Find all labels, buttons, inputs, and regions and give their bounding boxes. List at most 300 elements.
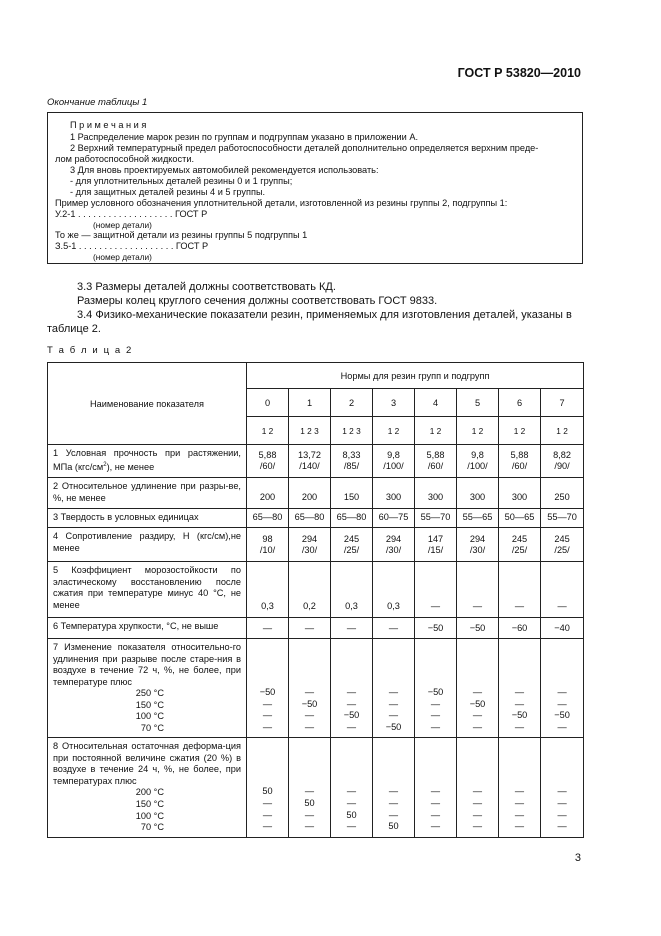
cell-value: 245 xyxy=(511,533,528,544)
value-stack xyxy=(289,534,330,557)
value-cell xyxy=(457,562,499,618)
value-stack xyxy=(373,687,414,733)
value-cell xyxy=(373,528,415,562)
table-row xyxy=(48,562,584,618)
note-3b: - для защитных деталей резины 4 и 5 группы. xyxy=(70,187,266,197)
value-stack xyxy=(373,786,414,832)
value-cell xyxy=(289,509,331,528)
cell-value: 50 xyxy=(262,786,273,797)
group-header: 4 xyxy=(415,389,457,417)
value-cell xyxy=(415,639,457,738)
cell-value: — xyxy=(304,721,315,732)
cell-value: — xyxy=(472,601,483,612)
cell-value: — xyxy=(557,797,567,808)
value-stack xyxy=(457,512,498,524)
cell-value: 245 xyxy=(554,533,570,544)
value-stack xyxy=(499,623,540,635)
value-cell xyxy=(415,478,457,509)
cell-value: — xyxy=(346,687,357,697)
cell-value: /100/ xyxy=(383,461,404,472)
cell-value: — xyxy=(388,786,399,797)
temperature-label: 100 °С xyxy=(135,810,164,821)
value-cell xyxy=(541,738,584,837)
row-name-text xyxy=(53,481,241,504)
row-name-main: 6 Температура хрупкости, °С, не выше xyxy=(53,621,219,631)
value-cell xyxy=(247,618,289,639)
table-row xyxy=(48,445,584,478)
value-stack xyxy=(415,450,456,473)
cell-value: /60/ xyxy=(427,461,444,472)
value-cell xyxy=(331,478,373,509)
value-stack xyxy=(247,623,288,635)
subgroup-header: 1 2 xyxy=(415,417,457,445)
cell-value: — xyxy=(472,809,483,820)
value-cell xyxy=(541,639,584,738)
cell-value: 150 xyxy=(343,492,360,503)
cell-value: −50 xyxy=(427,623,444,634)
cell-value: — xyxy=(262,710,273,721)
value-cell xyxy=(541,528,584,562)
subgroup-header: 1 2 xyxy=(373,417,415,445)
temperature-list xyxy=(53,688,241,734)
cell-value: /60/ xyxy=(259,461,276,472)
value-cell xyxy=(247,509,289,528)
value-cell xyxy=(289,528,331,562)
value-cell xyxy=(289,478,331,509)
value-cell xyxy=(331,562,373,618)
cell-value: 65—80 xyxy=(336,512,367,523)
cell-value: — xyxy=(262,809,273,820)
doc-id: ГОСТ Р 53820—2010 xyxy=(457,66,581,80)
value-cell xyxy=(457,639,499,738)
value-stack xyxy=(331,601,372,613)
value-cell xyxy=(289,639,331,738)
value-stack xyxy=(331,687,372,733)
cell-value: — xyxy=(472,797,483,808)
row-name-text xyxy=(53,642,241,688)
cell-value: 5,88 xyxy=(426,449,445,460)
value-stack xyxy=(373,623,414,635)
cell-value: — xyxy=(430,601,441,612)
col-name-header: Наименование показателя xyxy=(48,363,247,445)
cell-value: 9,8 xyxy=(387,449,400,460)
cell-value: 13,72 xyxy=(298,449,321,460)
value-cell xyxy=(331,639,373,738)
value-stack xyxy=(289,623,330,635)
cell-value: — xyxy=(304,821,315,832)
cell-value: — xyxy=(430,710,441,721)
value-stack xyxy=(331,492,372,504)
cell-value: — xyxy=(514,601,525,612)
value-stack xyxy=(457,623,498,635)
note-3: 3 Для вновь проектируемых автомобилей рекомендуется использовать: xyxy=(70,165,379,175)
table-row xyxy=(48,509,584,528)
value-stack xyxy=(247,601,288,613)
value-cell xyxy=(457,478,499,509)
cell-value: 0,3 xyxy=(387,601,400,612)
value-cell xyxy=(541,478,584,509)
table-row xyxy=(48,639,584,738)
row-name xyxy=(48,528,247,562)
cell-value: — xyxy=(262,821,273,832)
para-3-3b: Размеры колец круглого сечения должны соответствовать ГОСТ 9833. xyxy=(77,295,438,307)
note-1: 1 Распределение марок резин по группам и подгруппам указано в приложении А. xyxy=(70,132,419,142)
cell-value: — xyxy=(557,786,567,797)
cell-value: 65—80 xyxy=(252,512,283,523)
cell-value: −50 xyxy=(554,710,570,721)
value-cell xyxy=(415,562,457,618)
subgroup-header: 1 2 3 xyxy=(331,417,373,445)
value-stack xyxy=(499,786,540,832)
value-stack xyxy=(415,623,456,635)
cell-value: 8,82 xyxy=(553,449,571,460)
row-name xyxy=(48,562,247,618)
value-cell xyxy=(499,445,541,478)
cell-value: — xyxy=(557,809,567,820)
value-stack xyxy=(289,512,330,524)
temperature-list xyxy=(53,787,241,833)
cell-value: 50 xyxy=(388,821,399,832)
cell-value: — xyxy=(346,623,357,634)
cell-value: — xyxy=(388,710,399,721)
page-number: 3 xyxy=(574,852,581,864)
cell-value: 200 xyxy=(301,492,318,503)
value-cell xyxy=(499,509,541,528)
cell-value: 98 xyxy=(262,533,273,544)
value-stack xyxy=(289,601,330,613)
value-stack xyxy=(457,687,498,733)
cell-value: 250 xyxy=(554,492,570,503)
value-stack xyxy=(541,450,583,473)
value-stack xyxy=(289,786,330,832)
notes-title: П р и м е ч а н и я xyxy=(70,120,147,130)
subgroup-header: 1 2 xyxy=(499,417,541,445)
value-stack xyxy=(541,623,583,635)
cell-value: — xyxy=(388,809,399,820)
cell-value: — xyxy=(557,698,567,709)
value-cell xyxy=(457,738,499,837)
value-stack xyxy=(289,450,330,473)
cell-value: 60—75 xyxy=(378,512,409,523)
cell-value: — xyxy=(557,601,567,612)
cell-value: 300 xyxy=(469,492,486,503)
cell-value: 245 xyxy=(343,533,360,544)
cell-value: 0,3 xyxy=(261,601,274,612)
value-stack xyxy=(331,512,372,524)
row-name-main: 3 Твердость в условных единицах xyxy=(53,512,199,522)
row-name xyxy=(48,639,247,738)
value-stack xyxy=(373,601,414,613)
cell-value: −50 xyxy=(259,687,276,697)
value-stack xyxy=(457,492,498,504)
cell-value: — xyxy=(557,687,567,697)
value-cell xyxy=(415,618,457,639)
row-name-main: 7 Изменение показателя относительно-го удлинения при разрыве после старе-ния в воздухе в течение 72 ч, %, не более, при температуре плюс xyxy=(53,642,241,687)
value-cell xyxy=(331,509,373,528)
value-cell xyxy=(499,478,541,509)
value-cell xyxy=(457,509,499,528)
cell-value: — xyxy=(388,698,399,709)
value-cell xyxy=(499,639,541,738)
value-cell xyxy=(499,618,541,639)
value-cell xyxy=(499,562,541,618)
value-cell xyxy=(499,528,541,562)
cell-value: — xyxy=(514,687,525,697)
value-stack xyxy=(499,492,540,504)
cell-value: 0,2 xyxy=(303,601,316,612)
cell-value: /25/ xyxy=(554,545,570,556)
cell-value: — xyxy=(346,698,357,709)
cell-value: 50 xyxy=(304,797,315,808)
cell-value: 65—80 xyxy=(294,512,325,523)
notes-box xyxy=(47,112,583,264)
para-3-4b: таблице 2. xyxy=(47,323,101,335)
value-cell xyxy=(247,639,289,738)
value-cell xyxy=(331,738,373,837)
table-row xyxy=(48,618,584,639)
temperature-label: 150 °С xyxy=(135,798,164,809)
value-stack xyxy=(289,492,330,504)
value-stack xyxy=(247,687,288,733)
value-stack xyxy=(457,786,498,832)
cell-value: −50 xyxy=(385,721,402,732)
value-cell xyxy=(331,528,373,562)
value-cell xyxy=(331,445,373,478)
note-2a: 2 Верхний температурный предел работоспособности деталей дополнительно определяется верхним преде- xyxy=(70,143,539,153)
row-name xyxy=(48,478,247,509)
cell-value: — xyxy=(346,786,357,797)
value-stack xyxy=(541,512,583,524)
value-cell xyxy=(331,618,373,639)
cell-value: — xyxy=(472,786,483,797)
table-row xyxy=(48,528,584,562)
value-cell xyxy=(373,445,415,478)
cell-value: — xyxy=(304,809,315,820)
norms-header: Нормы для резин групп и подгрупп xyxy=(247,363,584,389)
temperature-label: 70 °С xyxy=(140,822,164,833)
value-stack xyxy=(373,450,414,473)
cell-value: −50 xyxy=(427,687,444,697)
value-cell xyxy=(373,509,415,528)
value-cell xyxy=(415,509,457,528)
cell-value: — xyxy=(388,623,399,634)
cell-value: 294 xyxy=(469,533,486,544)
group-header: 7 xyxy=(541,389,584,417)
value-stack xyxy=(541,687,583,733)
note-3a: - для уплотнительных деталей резины 0 и 1 группы; xyxy=(70,176,293,186)
table-row xyxy=(48,738,584,837)
table-continuation-label: Окончание таблицы 1 xyxy=(47,97,148,108)
subgroup-header: 1 2 xyxy=(541,417,584,445)
value-cell xyxy=(373,639,415,738)
cell-value: −50 xyxy=(469,698,486,709)
example-2-code: З.5-1 . . . . . . . . . . . . . . . . . . . ГОСТ Р xyxy=(55,241,209,251)
cell-value: /10/ xyxy=(259,545,276,556)
group-header: 0 xyxy=(247,389,289,417)
cell-value: 0,3 xyxy=(345,601,358,612)
row-name-text xyxy=(53,531,241,554)
value-cell xyxy=(457,445,499,478)
cell-value: 55—65 xyxy=(462,512,493,523)
value-stack xyxy=(499,450,540,473)
subgroup-header: 1 2 xyxy=(457,417,499,445)
value-stack xyxy=(247,512,288,524)
row-name xyxy=(48,445,247,478)
cell-value: — xyxy=(430,786,441,797)
value-stack xyxy=(331,786,372,832)
cell-value: −50 xyxy=(301,698,318,709)
cell-value: — xyxy=(430,698,441,709)
value-cell xyxy=(289,562,331,618)
para-3-4a: 3.4 Физико-механические показатели резин, применяемых для изготовления деталей, указаны в xyxy=(77,309,572,321)
cell-value: /30/ xyxy=(469,545,486,556)
temperature-label: 150 °С xyxy=(135,699,164,710)
value-cell xyxy=(373,562,415,618)
note-2b: лом работоспособной жидкости. xyxy=(55,154,195,164)
value-cell xyxy=(415,528,457,562)
cell-value: /85/ xyxy=(343,461,360,472)
cell-value: −40 xyxy=(554,623,570,634)
cell-value: 8,33 xyxy=(342,449,361,460)
value-cell xyxy=(247,738,289,837)
value-cell xyxy=(415,738,457,837)
value-cell xyxy=(541,445,584,478)
cell-value: — xyxy=(430,721,441,732)
value-cell xyxy=(373,478,415,509)
value-stack xyxy=(415,786,456,832)
cell-value: 147 xyxy=(427,533,444,544)
group-header: 2 xyxy=(331,389,373,417)
value-cell xyxy=(247,445,289,478)
value-stack xyxy=(541,786,583,832)
value-cell xyxy=(289,618,331,639)
example-1-code: У.2-1 . . . . . . . . . . . . . . . . . . . ГОСТ Р xyxy=(55,209,208,219)
cell-value: — xyxy=(472,687,483,697)
value-cell xyxy=(541,618,584,639)
value-stack xyxy=(373,534,414,557)
cell-value: 294 xyxy=(301,533,318,544)
row-name-text xyxy=(53,565,241,611)
value-cell xyxy=(247,562,289,618)
value-stack xyxy=(415,534,456,557)
value-cell xyxy=(541,509,584,528)
value-cell xyxy=(247,528,289,562)
cell-value: 300 xyxy=(511,492,528,503)
cell-value: — xyxy=(514,821,525,832)
group-header: 6 xyxy=(499,389,541,417)
cell-value: /100/ xyxy=(467,461,488,472)
value-stack xyxy=(247,450,288,473)
cell-value: — xyxy=(346,821,357,832)
row-name-main: 2 Относительное удлинение при разры-ве, %, не менее xyxy=(53,481,241,503)
row-name-main: 4 Сопротивление раздиру, Н (кгс/см),не менее xyxy=(53,531,241,553)
value-stack xyxy=(499,601,540,613)
value-stack xyxy=(247,534,288,557)
row-name xyxy=(48,738,247,837)
table-row xyxy=(48,478,584,509)
cell-value: 55—70 xyxy=(420,512,451,523)
temperature-label: 250 °С xyxy=(135,688,164,698)
cell-value: /30/ xyxy=(301,545,318,556)
cell-value: /30/ xyxy=(385,545,402,556)
value-cell xyxy=(373,618,415,639)
cell-value: 300 xyxy=(427,492,444,503)
value-stack xyxy=(247,786,288,832)
value-cell xyxy=(415,445,457,478)
cell-value: 50 xyxy=(346,809,357,820)
row-name-text xyxy=(53,741,241,787)
cell-value: 200 xyxy=(259,492,276,503)
cell-value: 300 xyxy=(385,492,402,503)
value-stack xyxy=(331,534,372,557)
cell-value: — xyxy=(514,721,525,732)
value-cell xyxy=(457,618,499,639)
value-stack xyxy=(331,450,372,473)
cell-value: — xyxy=(472,721,483,732)
subgroup-header: 1 2 xyxy=(247,417,289,445)
value-stack xyxy=(499,512,540,524)
row-name-main: 1 Условная прочность при растяжении, МПа (кгс/см xyxy=(53,448,241,472)
cell-value: — xyxy=(514,809,525,820)
value-cell xyxy=(499,738,541,837)
cell-value: — xyxy=(304,786,315,797)
value-stack xyxy=(457,534,498,557)
value-stack xyxy=(499,687,540,733)
cell-value: /25/ xyxy=(511,545,528,556)
value-stack xyxy=(415,512,456,524)
row-name-tail: ), не менее xyxy=(106,461,155,472)
cell-value: /25/ xyxy=(343,545,360,556)
value-cell xyxy=(541,562,584,618)
table-caption: Т а б л и ц а 2 xyxy=(47,345,133,356)
cell-value: 294 xyxy=(385,533,402,544)
temperature-label: 100 °С xyxy=(135,711,164,722)
value-cell xyxy=(289,738,331,837)
cell-value: — xyxy=(514,698,525,709)
cell-value: — xyxy=(346,797,357,808)
value-stack xyxy=(373,512,414,524)
value-stack xyxy=(499,534,540,557)
row-name xyxy=(48,618,247,639)
cell-value: /60/ xyxy=(511,461,528,472)
value-stack xyxy=(415,601,456,613)
cell-value: 50—65 xyxy=(504,512,535,523)
cell-value: — xyxy=(514,786,525,797)
cell-value: /15/ xyxy=(427,545,444,556)
example-1-sub: (номер детали) xyxy=(93,220,152,230)
cell-value: /140/ xyxy=(299,461,320,472)
value-stack xyxy=(457,450,498,473)
cell-value: 5,88 xyxy=(510,449,529,460)
cell-value: — xyxy=(346,721,357,732)
cell-value: 5,88 xyxy=(258,449,277,460)
value-stack xyxy=(289,687,330,733)
cell-value: — xyxy=(472,710,483,721)
value-cell xyxy=(247,478,289,509)
para-3-3: 3.3 Размеры деталей должны соответствовать КД. xyxy=(77,281,336,293)
cell-value: — xyxy=(262,721,273,732)
example-2: То же — защитной детали из резины группы 5 подгруппы 1 xyxy=(55,230,308,240)
value-cell xyxy=(457,528,499,562)
cell-value: — xyxy=(430,809,441,820)
value-stack xyxy=(247,492,288,504)
cell-value: — xyxy=(514,797,525,808)
row-name-sup: 2 xyxy=(103,461,107,468)
row-name-text xyxy=(53,448,241,473)
value-stack xyxy=(541,492,583,504)
cell-value: −50 xyxy=(511,710,528,721)
value-cell xyxy=(289,445,331,478)
